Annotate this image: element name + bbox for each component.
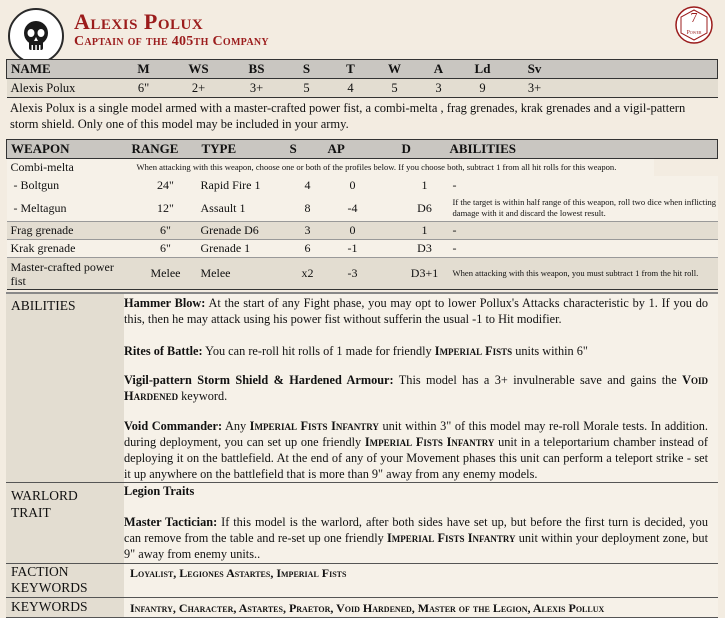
ability-text: unit within 3" of this model may re-roll Morale tests. In addition. during deployment, you can set up one friendly [124,419,708,449]
unit-description: Alexis Polux is a single model armed with a master-crafted power fist, a combi-melta , frag grenades, krak grenades and a vigil-pattern storm shield. Only one of this model may be included in your army. [10,101,686,131]
faction-label-line: FACTION [11,564,69,579]
ability-text: At the start of any Fight phase, you may opt to lower Pollux's Attacks characteristic by 1. If you do this, then he may attack using his power fist without sufferin the usual -1 to Hit modifier. [124,296,708,326]
weapon-row [7,222,718,240]
weapon-row [7,258,718,290]
weapon-abilities: - [452,178,457,192]
power-value: 7 [690,11,698,26]
weapon-name: Frag grenade [10,223,74,237]
trait-name: Master Tactician: [124,515,218,529]
ability-text: keyword. [178,389,228,403]
ability-storm-shield [124,372,708,404]
ability-text: units within 6" [512,344,588,358]
weapon-name: Combi-melta [10,159,74,174]
stats-header-row [7,60,718,79]
weapon-abilities: - [452,241,457,255]
ability-name: Vigil-pattern Storm Shield & Hardened Armour: [124,373,394,387]
ability-text: unit in a teleportarium chamber instead of deploying it on the battlefield. At the end of any of your Movement phases this unit can perform a teleport strike - set it up anywhere on the battlefield that is more than 9" away from any enemy models. [124,435,708,481]
unit-title: Alexis Polux [74,9,204,34]
trait-text: unit within your deployment zone, but 9" away from enemy units.. [124,531,708,561]
weapon-type: Melee [200,266,231,280]
weapon-name: Master-crafted power fist [10,259,114,288]
stats-cell: 3+ [527,80,542,95]
ability-keyword: Imperial Fists Infantry [249,419,379,433]
stats-header-cell: A [433,61,444,76]
weapon-damage: 1 [421,178,428,192]
stats-cell: 2+ [191,80,206,95]
weapon-damage: 1 [421,223,428,237]
weapon-abilities: - [452,223,457,237]
ability-text: You can re-roll hit rolls of 1 made for friendly [202,344,435,358]
faction-keywords-value: Loyalist, Legiones Astartes, Imperial Fists [130,566,347,580]
faction-label [11,564,88,596]
stats-header-cell: WS [188,61,209,76]
weapon-strength: 6 [304,241,311,255]
stats-header-cell: S [302,61,311,76]
weapon-strength: 4 [304,178,311,192]
stats-header-cell: M [137,61,150,76]
weapon-range: 6" [160,223,171,237]
keywords-label: KEYWORDS [11,599,88,614]
trait-text: If this model is the warlord, after both sides have set up, but before the first turn is decided, you can remove from the table and re-set up one friendly [124,515,708,545]
stats-cell: 5 [303,80,310,95]
weapon-row [7,196,718,222]
weapon-name: Krak grenade [10,241,76,255]
weapon-strength: x2 [301,266,314,280]
stats-cell: 3+ [249,80,264,95]
stats-header-cell: NAME [11,61,51,76]
weapon-abilities: When attacking with this weapon, you must subtract 1 from the hit roll. [452,268,699,278]
weapons-header-cell: RANGE [131,141,179,156]
weapon-ap: -4 [347,200,358,215]
trait-keyword: Imperial Fists Infantry [386,531,516,545]
keywords-value: Infantry, Character, Astartes, Praetor, Void Hardened, Master of the Legion, Alexis Pollux [130,601,605,615]
stats-header-cell: Ld [474,61,491,76]
warlord-heading: Legion Traits [124,484,195,498]
weapon-ap: -1 [347,241,358,255]
weapons-header-cell: D [401,141,411,156]
abilities-label: ABILITIES [11,298,76,313]
weapon-ap: 0 [349,178,356,192]
ability-keyword: Imperial Fists [434,344,513,358]
stats-cell: 4 [347,80,354,95]
weapon-row [7,159,718,176]
stats-header-cell: W [388,61,401,76]
weapon-ap: -3 [347,266,358,280]
weapons-header-cell: WEAPON [11,141,70,156]
weapons-table [6,139,718,290]
weapon-range: Melee [150,266,181,280]
weapons-header-cell: AP [327,141,345,156]
weapon-ap: 0 [349,223,356,237]
ability-text: This model has a 3+ invulnerable save and gains the [393,373,683,387]
stats-cell: 9 [479,80,486,95]
stats-cell: Alexis Polux [10,80,76,95]
abilities-label-bg [6,294,124,482]
weapon-type: Grenade D6 [200,223,259,237]
stats-cell: 5 [391,80,398,95]
stats-row [7,79,718,98]
ability-text: Any [222,419,250,433]
weapons-header-cell: ABILITIES [449,141,516,156]
weapons-header-row [7,140,718,159]
weapon-range: 6" [160,241,171,255]
weapon-abilities: If the target is within half range of this weapon, roll two dice when inflicting damage with it and discard the lowest result. [452,197,717,219]
weapon-strength: 3 [304,223,311,237]
stats-cell: 3 [435,80,442,95]
ability-name: Rites of Battle: [124,344,203,358]
weapon-note: When attacking with this weapon, choose one or both of the profiles below. If you choose both, subtract 1 from all hit rolls for this weapon. [136,161,617,172]
weapon-name: - Boltgun [10,178,60,192]
weapon-damage: D3+1 [410,266,439,280]
stats-header-cell: BS [248,61,265,76]
warlord-label-line: TRAIT [11,505,51,520]
weapon-range: 12" [157,200,174,215]
weapon-range: 24" [157,178,174,192]
weapon-row [7,176,718,196]
skull-emblem-icon [8,8,64,64]
ability-rites-of-battle [124,343,708,359]
warlord-label [11,487,78,521]
stats-table [6,59,718,98]
unit-subtitle: Captain of the 405th Company [74,34,269,49]
weapons-header-cell: S [289,141,297,156]
weapon-name: - Meltagun [10,200,67,215]
ability-name: Void Commander: [124,419,223,433]
stats-header-cell: Sv [527,61,542,76]
warlord-label-line: WARLORD [11,488,78,503]
weapon-damage: D3 [417,241,432,255]
power-badge [674,5,714,45]
weapon-type: Assault 1 [200,200,246,215]
weapon-damage: D6 [417,200,432,215]
ability-name: Hammer Blow: [124,296,206,310]
ability-hammer-blow [124,295,708,327]
weapon-type: Rapid Fire 1 [200,178,261,192]
weapons-header-cell: TYPE [201,141,237,156]
stats-cell: 6" [137,80,150,95]
ability-keyword: Imperial Fists Infantry [364,435,495,449]
weapon-type: Grenade 1 [200,241,251,255]
faction-label-line: KEYWORDS [11,580,88,595]
ability-void-commander [124,418,708,482]
warlord-trait-text [124,514,708,562]
power-label: Power [686,30,702,36]
weapon-strength: 8 [304,200,311,215]
stats-header-cell: T [346,61,355,76]
ability-keyword: Void Hardened [124,373,709,403]
weapon-row [7,240,718,258]
